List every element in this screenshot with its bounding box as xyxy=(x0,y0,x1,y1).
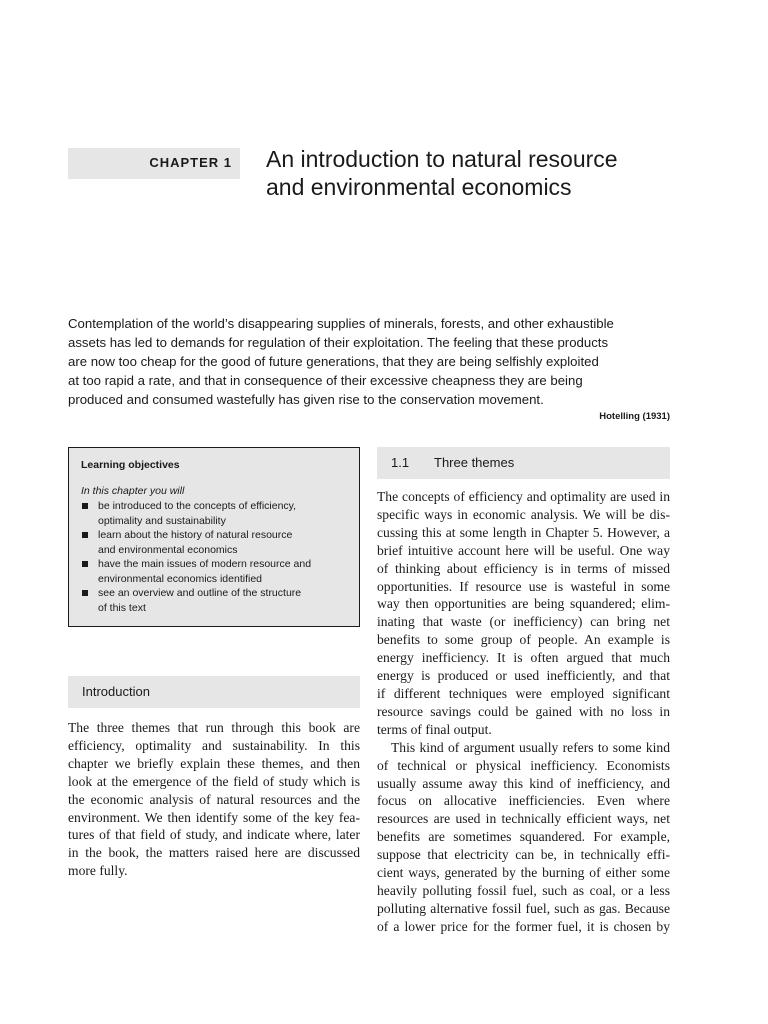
paragraph-line: suppose that electricity can be, in technically effi- xyxy=(377,847,670,863)
paragraph-line: more fully. xyxy=(68,863,128,879)
paragraph-line: of technical or physical inefficiency. Economists xyxy=(377,757,670,773)
list-item xyxy=(81,528,356,557)
learning-objectives-title: Learning objectives xyxy=(81,459,180,471)
paragraph-line: This kind of argument usually refers to some kind xyxy=(391,739,670,755)
chapter-label: CHAPTER 1 xyxy=(149,155,232,170)
list-item-line: and environmental economics xyxy=(98,543,238,556)
paragraph-line: The concepts of efficiency and optimality are used in xyxy=(377,489,670,504)
paragraph-line: polluting alternative fossil fuel, such as gas. Because xyxy=(377,900,670,916)
paragraph-line: brief intuitive account here will be useful. One way xyxy=(377,542,670,558)
introduction-paragraph xyxy=(68,719,360,880)
list-item xyxy=(81,557,356,586)
square-bullet-icon xyxy=(82,503,88,509)
epigraph-line: Contemplation of the world’s disappearing supplies of minerals, forests, and other exhaustible xyxy=(68,316,614,331)
chapter-title xyxy=(266,145,706,201)
section-heading: Three themes xyxy=(434,455,515,470)
list-item xyxy=(81,586,356,615)
epigraph-line: at too rapid a rate, and that in consequence of their excessive cheapness they are being xyxy=(68,373,583,388)
paragraph-line: tures of that field of study, and indicate where, later xyxy=(68,827,360,843)
paragraph-line: terms of final output. xyxy=(377,721,492,737)
epigraph-line: are now too cheap for the good of future generations, that they are being selfishly exploited xyxy=(68,354,599,369)
paragraph-line: of a lower price for the former fuel, it is chosen by xyxy=(377,918,670,934)
paragraph-line: environment. We then identify some of the key fea- xyxy=(68,809,360,825)
paragraph-line: energy is produced or used inefficiently, and that xyxy=(377,668,670,684)
paragraph-line: usually assume away this kind of inefficiency, and xyxy=(377,775,670,791)
three-themes-paragraphs xyxy=(377,488,670,936)
learning-objectives-list xyxy=(81,499,356,615)
paragraph-line: heavily polluting fossil fuel, such as coal, or a less xyxy=(377,882,670,898)
paragraph-line: look at the emergence of the field of study which is xyxy=(68,773,360,789)
paragraph-line: cient ways, generated by the burning of either some xyxy=(377,865,670,881)
epigraph-quote xyxy=(68,314,678,409)
paragraph-line: resource savings could be gained with no loss in xyxy=(377,703,670,719)
paragraph-line: specific ways in economic analysis. We will be dis- xyxy=(377,506,670,522)
paragraph-line: in the book, the matters raised here are discussed xyxy=(68,845,360,861)
square-bullet-icon xyxy=(82,590,88,596)
paragraph-line: benefits to some group of people. An example is xyxy=(377,632,670,648)
list-item-line: of this text xyxy=(98,601,146,614)
paragraph-line: if different techniques were employed significant xyxy=(377,685,670,701)
list-item-line: see an overview and outline of the structure xyxy=(98,587,302,599)
paragraph-line: the economic analysis of natural resources and the xyxy=(68,791,360,807)
list-item-line: optimality and sustainability xyxy=(98,514,226,527)
list-item-line: learn about the history of natural resource xyxy=(98,529,293,541)
paragraph-line: efficiency, optimality and sustainability. In this xyxy=(68,737,360,753)
learning-objectives-intro: In this chapter you will xyxy=(81,485,185,497)
paragraph-line: chapter we briefly explain these themes, and then xyxy=(68,755,360,771)
paragraph-line: energy inefficiency. It is often argued that much xyxy=(377,650,670,666)
epigraph-source: Hotelling (1931) xyxy=(599,411,670,422)
paragraph-line: of thinking about efficiency is in terms of missed xyxy=(377,560,670,576)
section-number: 1.1 xyxy=(391,455,410,470)
paragraph-line: resources are used in technically efficient ways, net xyxy=(377,811,670,827)
paragraph-line: focus on allocative inefficiencies. Even where xyxy=(377,793,670,809)
paragraph-line: The three themes that run through this book are xyxy=(68,720,360,735)
paragraph-line: benefits are sometimes squandered. For example, xyxy=(377,829,670,845)
paragraph-line: opportunities. If resource use is wasteful in some xyxy=(377,578,670,594)
chapter-title-line: and environmental economics xyxy=(266,174,572,200)
square-bullet-icon xyxy=(82,532,88,538)
epigraph-line: produced and consumed wastefully has given rise to the conservation movement. xyxy=(68,392,544,407)
chapter-title-line: An introduction to natural resource xyxy=(266,146,618,172)
section-heading-band xyxy=(377,447,670,479)
introduction-heading: Introduction xyxy=(82,684,150,699)
paragraph-line: cussing this at some length in Chapter 5. However, a xyxy=(377,524,670,540)
list-item-line: have the main issues of modern resource and xyxy=(98,558,312,570)
epigraph-line: assets has led to demands for regulation of their exploitation. The feeling that these products xyxy=(68,335,609,350)
list-item-line: be introduced to the concepts of efficiency, xyxy=(98,500,297,512)
list-item-line: environmental economics identified xyxy=(98,572,263,585)
paragraph-line: inating that waste (or inefficiency) can bring net xyxy=(377,614,670,630)
list-item xyxy=(81,499,356,528)
square-bullet-icon xyxy=(82,561,88,567)
paragraph-line: way then opportunities are being squandered; elim- xyxy=(377,596,670,612)
